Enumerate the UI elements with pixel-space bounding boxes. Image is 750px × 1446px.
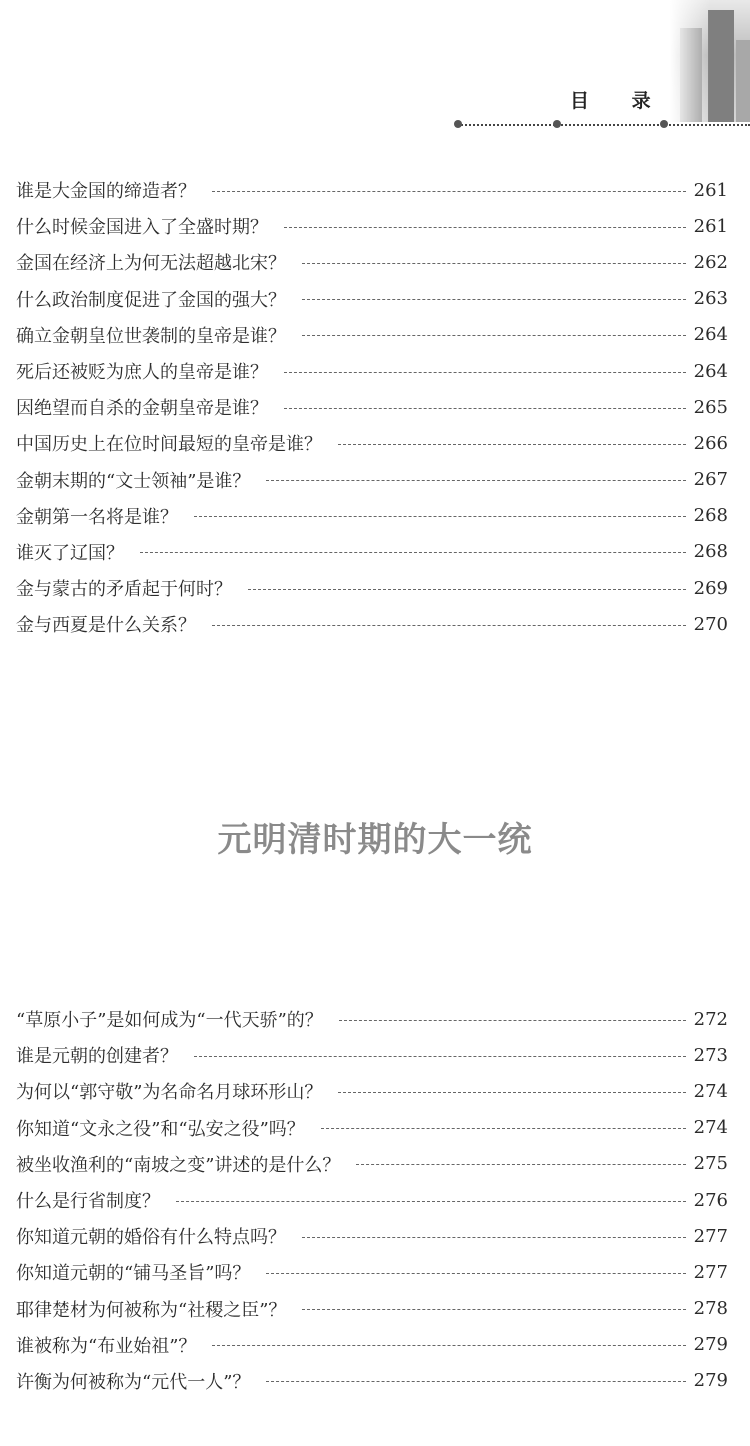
toc-leader — [194, 516, 686, 517]
toc-entry-title: 金与蒙古的矛盾起于何时？ — [16, 579, 232, 601]
toc-entry[interactable] — [16, 498, 728, 534]
toc-entry[interactable] — [16, 1218, 728, 1254]
toc-entry-title: 金国在经济上为何无法超越北宋？ — [16, 253, 286, 275]
toc-entry-page: 279 — [693, 1334, 728, 1356]
toc-entry-page: 274 — [693, 1080, 728, 1102]
toc-entry-page: 276 — [693, 1189, 728, 1211]
toc-entry-page: 274 — [693, 1117, 728, 1139]
toc-entry-title: 谁灭了辽国？ — [16, 542, 124, 564]
toc-entry-title: 什么是行省制度？ — [16, 1191, 160, 1213]
toc-leader — [248, 589, 686, 590]
toc-entry[interactable] — [16, 570, 728, 606]
toc-leader — [284, 227, 686, 228]
toc-entry-title: “草原小子”是如何成为“一代天骄”的？ — [16, 1010, 323, 1032]
toc-entry-page: 264 — [693, 324, 728, 346]
toc-entry-page: 277 — [693, 1261, 728, 1283]
toc-entry-page: 267 — [693, 469, 728, 491]
toc-entry-title: 你知道“文永之役”和“弘安之役”吗？ — [16, 1118, 305, 1140]
toc-entry-page: 278 — [693, 1298, 728, 1320]
toc-entry-title: 死后还被贬为庶人的皇帝是谁？ — [16, 362, 268, 384]
toc-entry-page: 268 — [693, 541, 728, 563]
toc-leader — [266, 1273, 685, 1274]
toc-entry-title: 什么时候金国进入了全盛时期？ — [16, 217, 268, 239]
toc-entry[interactable] — [16, 208, 728, 244]
toc-leader — [302, 299, 686, 300]
toc-entry-title: 耶律楚材为何被称为“社稷之臣”？ — [16, 1299, 287, 1321]
toc-entry[interactable] — [16, 534, 728, 570]
toc-leader — [284, 408, 686, 409]
toc-entry-title: 中国历史上在位时间最短的皇帝是谁？ — [16, 434, 322, 456]
header-decorative-image — [670, 0, 750, 122]
toc-entry[interactable] — [16, 1327, 728, 1363]
toc-entry-page: 265 — [693, 396, 728, 418]
toc-entry-title: 被坐收渔利的“南坡之变”讲述的是什么？ — [16, 1154, 341, 1176]
toc-leader — [212, 191, 686, 192]
page-title: 目 录 — [570, 90, 669, 112]
toc-list-yuan — [16, 1001, 728, 1399]
toc-leader — [212, 625, 686, 626]
toc-leader — [356, 1164, 685, 1165]
toc-leader — [321, 1128, 686, 1129]
toc-entry[interactable] — [16, 281, 728, 317]
toc-leader — [302, 1309, 685, 1310]
toc-entry-page: 262 — [693, 251, 728, 273]
toc-leader — [194, 1056, 686, 1057]
toc-entry-title: 你知道元朝的婚俗有什么特点吗？ — [16, 1227, 286, 1249]
toc-entry[interactable] — [16, 353, 728, 389]
toc-entry-page: 261 — [693, 215, 728, 237]
toc-entry-page: 279 — [693, 1370, 728, 1392]
toc-entry-title: 谁被称为“布业始祖”？ — [16, 1335, 197, 1357]
toc-entry-title: 为何以“郭守敬”为名命名月球环形山？ — [16, 1082, 323, 1104]
toc-entry-title: 金朝第一名将是谁？ — [16, 506, 178, 528]
toc-entry-page: 270 — [693, 613, 728, 635]
toc-entry[interactable] — [16, 1073, 728, 1109]
toc-leader — [140, 552, 686, 553]
toc-entry[interactable] — [16, 1291, 728, 1327]
toc-entry-title: 金与西夏是什么关系？ — [16, 615, 196, 637]
rule-dot — [454, 120, 462, 128]
toc-entry[interactable] — [16, 606, 728, 642]
rule-dot — [660, 120, 668, 128]
toc-leader — [302, 1237, 686, 1238]
toc-entry-page: 268 — [693, 505, 728, 527]
toc-leader — [338, 1092, 685, 1093]
toc-entry[interactable] — [16, 172, 728, 208]
toc-entry-page: 263 — [693, 288, 728, 310]
toc-leader — [338, 444, 686, 445]
toc-entry-page: 273 — [693, 1044, 728, 1066]
toc-entry[interactable] — [16, 425, 728, 461]
toc-entry[interactable] — [16, 1146, 728, 1182]
toc-entry-page: 272 — [693, 1008, 728, 1030]
toc-entry-page: 277 — [693, 1225, 728, 1247]
toc-entry-page: 266 — [693, 432, 728, 454]
header-dotted-rule — [458, 124, 750, 126]
toc-entry-page: 275 — [693, 1153, 728, 1175]
toc-entry-title: 确立金朝皇位世袭制的皇帝是谁？ — [16, 325, 286, 347]
section-heading: 元明清时期的大一统 — [217, 820, 533, 860]
toc-entry-title: 许衡为何被称为“元代一人”？ — [16, 1371, 251, 1393]
toc-entry-title: 谁是元朝的创建者？ — [16, 1046, 178, 1068]
rule-dot — [553, 120, 561, 128]
toc-entry[interactable] — [16, 1110, 728, 1146]
toc-entry[interactable] — [16, 1363, 728, 1399]
toc-leader — [212, 1345, 685, 1346]
toc-entry-title: 金朝末期的“文士领袖”是谁？ — [16, 470, 251, 492]
toc-entry-title: 什么政治制度促进了金国的强大？ — [16, 289, 286, 311]
toc-leader — [176, 1201, 686, 1202]
toc-entry-page: 269 — [693, 577, 728, 599]
toc-entry[interactable] — [16, 317, 728, 353]
toc-entry-title: 谁是大金国的缔造者？ — [16, 181, 196, 203]
toc-entry-page: 261 — [693, 179, 728, 201]
toc-entry[interactable] — [16, 1001, 728, 1037]
toc-leader — [266, 1381, 685, 1382]
toc-entry[interactable] — [16, 1037, 728, 1073]
toc-entry[interactable] — [16, 244, 728, 280]
toc-entry[interactable] — [16, 1254, 728, 1290]
toc-entry-page: 264 — [693, 360, 728, 382]
toc-leader — [339, 1020, 686, 1021]
toc-leader — [266, 480, 685, 481]
toc-entry[interactable] — [16, 389, 728, 425]
toc-entry[interactable] — [16, 1182, 728, 1218]
toc-entry-title: 你知道元朝的“铺马圣旨”吗？ — [16, 1263, 251, 1285]
toc-entry-title: 因绝望而自杀的金朝皇帝是谁？ — [16, 398, 268, 420]
toc-list-jin — [16, 172, 728, 642]
toc-leader — [302, 335, 686, 336]
toc-leader — [302, 263, 686, 264]
toc-entry[interactable] — [16, 462, 728, 498]
toc-leader — [284, 372, 686, 373]
